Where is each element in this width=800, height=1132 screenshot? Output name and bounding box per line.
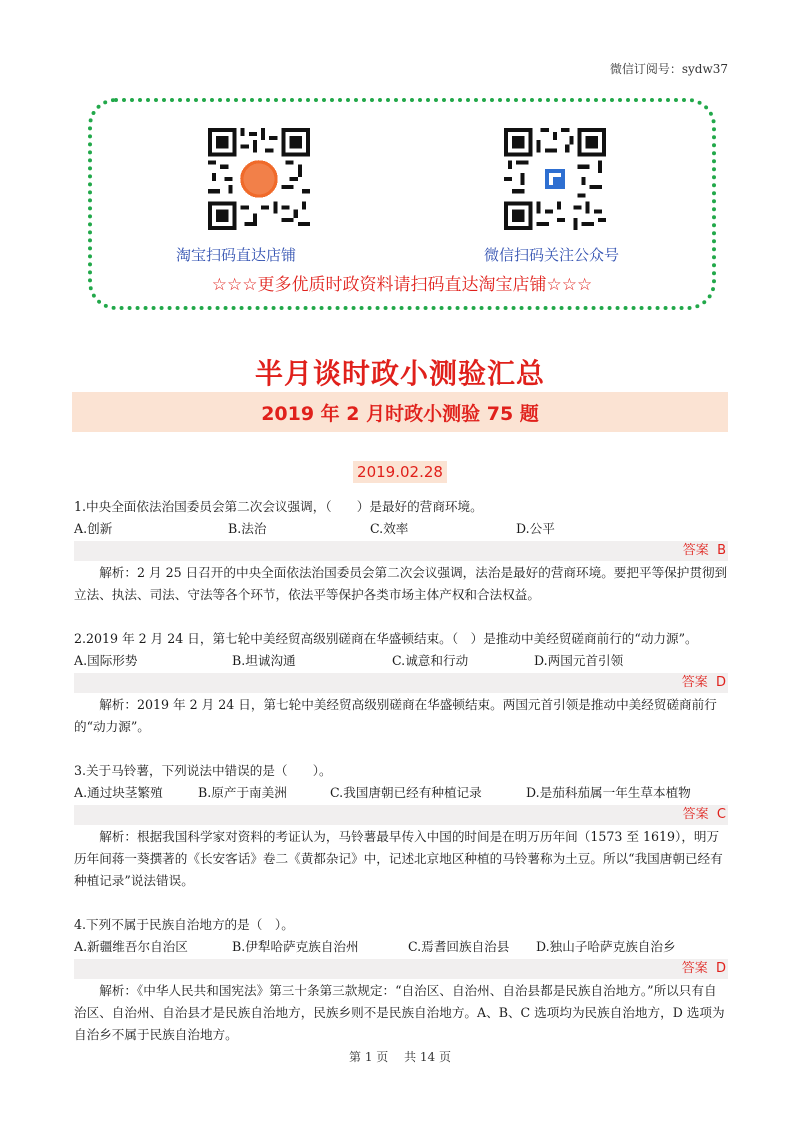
answer-label: 答案 [681, 961, 708, 976]
promo-banner-text: ☆☆☆更多优质时政资料请扫码直达淘宝店铺☆☆☆ [211, 275, 593, 295]
analysis-text: 解析：《中华人民共和国宪法》第三十条第三款规定：“自治区、自治州、自治县都是民族自治地方。”所以只有自治区、自治州、自治县才是民族自治地方，民族乡则不是民族自治地方。A、B、C 选项均为民族自治地方，D 选项为自治乡不属于民族自治地方。 [74, 983, 725, 1042]
question-stem: 4.下列不属于民族自治地方的是（ ）。 [74, 917, 294, 932]
qr-pattern-icon [504, 128, 606, 230]
option: B.原产于南美洲 [198, 785, 287, 800]
answer-label: 答案 [682, 807, 709, 822]
question-stem: 3.关于马铃薯，下列说法中错误的是（ ）。 [74, 763, 332, 778]
qr-pattern-icon [208, 128, 310, 230]
question-item [74, 914, 728, 1046]
answer-bar [74, 805, 728, 825]
option: C.我国唐朝已经有种植记录 [330, 785, 482, 800]
question-stem: 2.2019 年 2 月 24 日，第七轮中美经贸高级别磋商在华盛顿结束。（ ）是推动中美经贸磋商前行的“动力源”。 [74, 631, 698, 646]
options-row [74, 518, 728, 540]
analysis-text: 解析：2 月 25 日召开的中央全面依法治国委员会第二次会议强调，法治是最好的营商环境。要把平等保护贯彻到立法、执法、司法、守法等各个环节，依法平等保护各类市场主体产权和合法权益。 [74, 565, 728, 602]
question-item [74, 760, 728, 892]
date-badge [0, 462, 800, 481]
option: D.独山子哈萨克族自治乡 [536, 939, 676, 954]
option: B.伊犁哈萨克族自治州 [232, 939, 359, 954]
answer-label: 答案 [682, 543, 709, 558]
options-row [74, 936, 728, 958]
answer-value: C [716, 807, 726, 822]
promo-box [88, 98, 716, 310]
taobao-qr-label: 淘宝扫码直达店铺 [176, 246, 297, 264]
page-title: 半月谈时政小测验汇总 [254, 357, 545, 390]
answer-value: D [715, 961, 726, 976]
option: C.焉耆回族自治县 [408, 939, 510, 954]
date-text: 2019.02.28 [353, 461, 447, 483]
options-row [74, 782, 728, 804]
wechat-qr-label: 微信扫码关注公众号 [484, 246, 620, 264]
analysis-text: 解析：2019 年 2 月 24 日，第七轮中美经贸高级别磋商在华盛顿结束。两国元首引领是推动中美经贸磋商前行的“动力源”。 [74, 697, 717, 734]
option: D.是茄科茄属一年生草本植物 [526, 785, 691, 800]
answer-bar [74, 959, 728, 979]
answer-bar [74, 673, 728, 693]
question-item [74, 628, 728, 738]
option: C.诚意和行动 [392, 653, 469, 668]
page-footer: 第 1 页 共 14 页 [349, 1050, 451, 1064]
question-stem: 1.中央全面依法治国委员会第二次会议强调，（ ）是最好的营商环境。 [74, 499, 483, 514]
taobao-qr-code[interactable] [208, 128, 310, 230]
question-item [74, 496, 728, 606]
option: D.两国元首引领 [534, 653, 624, 668]
option: C.效率 [370, 521, 409, 536]
option: B.法治 [228, 521, 267, 536]
subscribe-text: 微信订阅号：sydw37 [609, 62, 728, 76]
answer-value: D [715, 675, 726, 690]
answer-value: B [717, 543, 726, 558]
option: A.新疆维吾尔自治区 [74, 939, 188, 954]
page-subtitle: 2019 年 2 月时政小测验 75 题 [72, 392, 728, 432]
answer-label: 答案 [681, 675, 708, 690]
option: A.通过块茎繁殖 [74, 785, 163, 800]
option: B.坦诚沟通 [232, 653, 296, 668]
option: D.公平 [516, 521, 555, 536]
answer-bar [74, 541, 728, 561]
option: A.国际形势 [74, 653, 138, 668]
options-row [74, 650, 728, 672]
option: A.创新 [74, 521, 113, 536]
wechat-qr-code[interactable] [504, 128, 606, 230]
analysis-text: 解析：根据我国科学家对资料的考证认为，马铃薯最早传入中国的时间是在明万历年间（1573 至 1619），明万历年间蒋一葵撰著的《长安客话》卷二《黄都杂记》中，记述北京地区种植的马铃薯称为土豆。所以“我国唐朝已经有种植记录”说法错误。 [74, 829, 723, 888]
question-list [74, 496, 728, 1046]
